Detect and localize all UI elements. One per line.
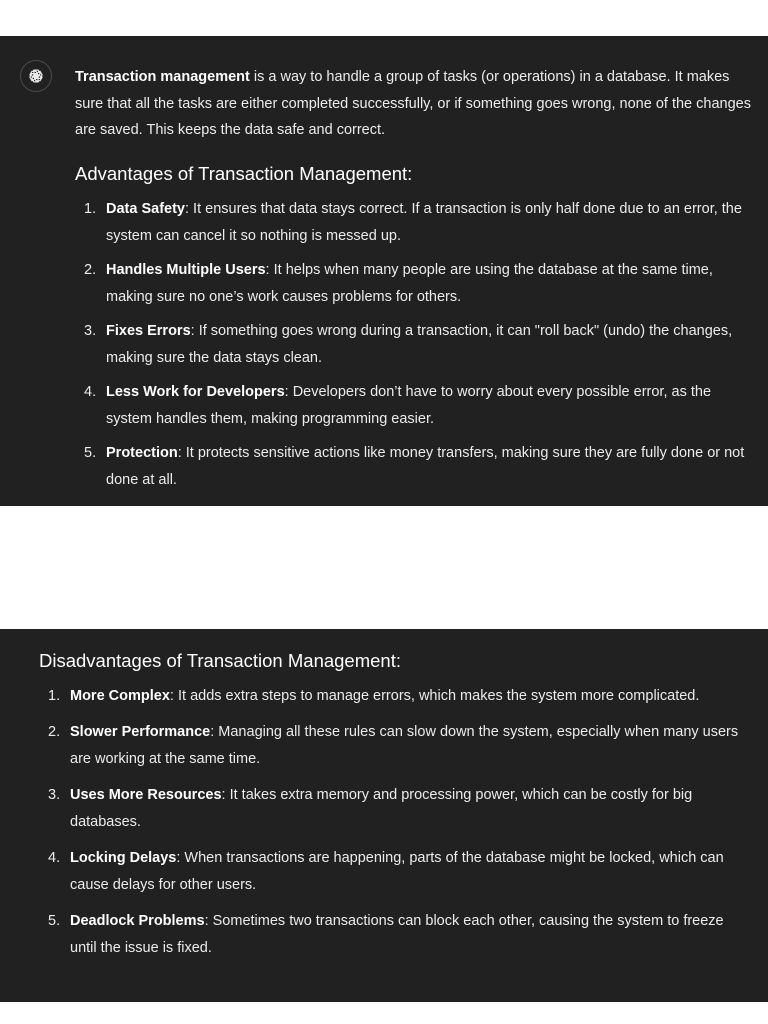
list-item-number: 2. [84,261,97,278]
list-item [75,257,755,312]
list-item-separator: : [221,786,226,803]
list-item-separator: : [284,383,289,400]
list-item-number: 1. [48,688,61,704]
list-item [39,908,754,963]
list-item-separator: : [204,912,209,929]
disadvantages-heading: Disadvantages of Transaction Management: [39,650,401,671]
list-item-text: Managing all these rules can slow down the system, especially when many users are working at the same time. [70,723,739,767]
intro-text: is a way to handle a group of tasks (or operations) in a database. It makes sure that all the tasks are either completed successfully, or if something goes wrong, none of the changes are saved. This keeps the data safe and correct. [75,69,751,138]
list-item-title: Less Work for Developers [106,383,285,400]
list-item-text: When transactions are happening, parts of the database might be locked, which can cause delays for other users. [70,849,724,893]
list-item [75,379,755,434]
list-item [39,845,754,900]
list-item-title: Locking Delays [70,849,177,866]
list-item-number: 4. [48,849,61,866]
list-item-separator: : [190,322,195,339]
assistant-avatar [20,60,52,92]
list-item-separator: : [169,688,174,704]
list-item-text: Developers don’t have to worry about every possible error, as the system handles them, making programming easier. [106,383,712,427]
list-item-text: It ensures that data stays correct. If a transaction is only half done due to an error, the system can cancel it so nothing is messed up. [106,200,742,244]
list-item-text: It helps when many people are using the database at the same time, making sure no one’s work causes problems for others. [106,261,713,305]
list-item-title: More Complex [70,688,170,704]
list-item-title: Protection [106,444,178,461]
list-item-text: It adds extra steps to manage errors, which makes the system more complicated. [173,688,700,704]
intro-paragraph [75,64,755,144]
list-item-title: Handles Multiple Users [106,261,266,278]
list-item-separator: : [265,261,270,278]
list-item-title: Deadlock Problems [70,912,205,929]
list-item-text: It takes extra memory and processing power, which can be costly for big databases. [70,786,693,830]
list-item-separator: : [210,723,215,740]
list-item-number: 3. [84,322,97,339]
message-content [75,64,755,495]
list-item-title: Uses More Resources [70,786,222,803]
disadvantages-list [39,683,754,963]
list-item-title: Data Safety [106,200,185,217]
list-item-separator: : [176,849,181,866]
list-item-number: 2. [48,723,61,740]
list-item-number: 3. [48,786,61,803]
list-item-text: If something goes wrong during a transaction, it can "roll back" (undo) the changes, making sure the data stays clean. [106,322,733,366]
list-item-text: Sometimes two transactions can block each other, causing the system to freeze until the issue is fixed. [70,912,724,956]
list-item-title: Slower Performance [70,723,211,740]
list-item-text: It protects sensitive actions like money transfers, making sure they are fully done or not done at all. [106,444,745,488]
openai-logo-icon [26,66,46,86]
list-item [39,782,754,837]
list-item-separator: : [177,444,182,461]
assistant-message-panel [0,36,768,506]
list-item [75,318,755,373]
list-item-number: 5. [84,444,97,461]
message-content [39,649,754,963]
list-item-number: 1. [84,200,97,217]
list-item [75,196,755,251]
list-item [39,719,754,774]
list-item-separator: : [184,200,190,217]
list-item [75,440,755,495]
list-item [39,683,754,711]
advantages-heading: Advantages of Transaction Management: [75,162,413,184]
advantages-list [75,196,755,495]
intro-bold-term: Transaction management [75,69,250,85]
list-item-title: Fixes Errors [106,322,191,339]
list-item-number: 5. [48,912,61,929]
assistant-message-panel-continued [0,629,768,1002]
list-item-number: 4. [84,383,97,400]
